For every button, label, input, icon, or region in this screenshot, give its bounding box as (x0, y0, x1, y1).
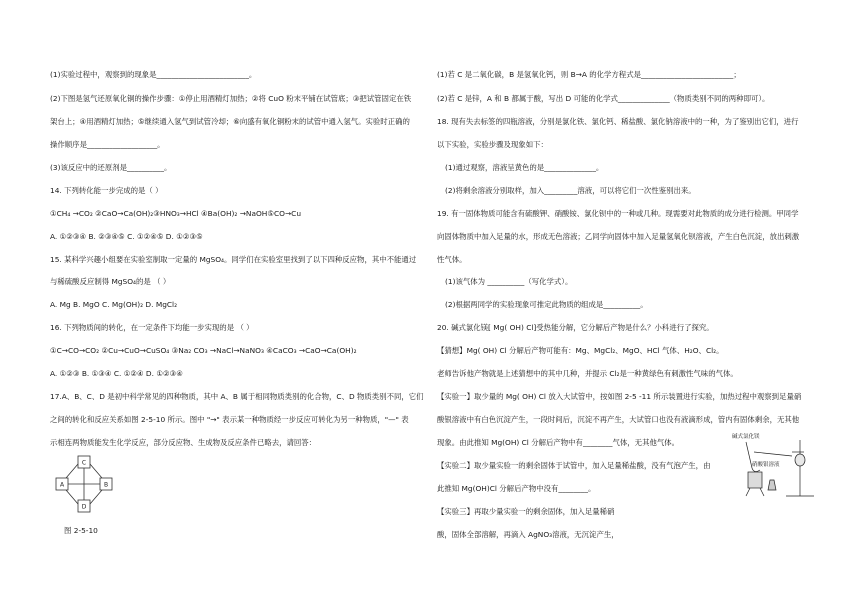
text-line: 【实验一】取少量的 Mg( OH) Cl 放入大试管中，按如图 2-5 -11 所示装置进行实验，加热过程中观察到足量硝 (437, 392, 802, 401)
text-line: 向固体物质中加入足量的水，形成无色溶液；乙同学向固体中加入足量氢氧化钡溶液，产生白色沉淀，放出刺激 (437, 232, 800, 241)
apparatus-label-sample: 碱式氯化镁 (732, 434, 760, 440)
text-line: 老师告诉他产物就是上述猜想中的其中几种，并提示 Cl₂是一种黄绿色有刺激性气味的气体。 (437, 369, 738, 378)
question-14: 14. 下列转化能一步完成的是（ ） (50, 186, 163, 195)
question-15: 15. 某科学兴趣小组要在实验室制取一定量的 MgSO₄。同学们在实验室里找到了以下四种反应物，其中不能通过 (50, 255, 417, 264)
text-line: 【实验二】取少量实验一的剩余固体于试管中，加入足量稀盐酸，没有气泡产生，由 (437, 461, 711, 470)
text-line: (1)实验过程中，观察到的现象是_________________________。 (50, 70, 257, 79)
text-line: 操作顺序是___________________。 (50, 140, 165, 149)
question-16: 16. 下列物质间的转化，在一定条件下均能一步实现的是 （ ） (50, 323, 254, 332)
text-line: (1)该气体为 __________（写化学式）。 (445, 277, 573, 286)
text-line: 性气体。 (437, 255, 467, 264)
text-line: 之间的转化和反应关系如图 2-5-10 所示。图中 "→" 表示某一种物质经一步反应可转化为另一种物质，"—" 表 (50, 415, 409, 424)
question-17: 17.A、B、C、D 是初中科学常见的四种物质，其中 A、B 属于相同物质类别的化合物，C、D 物质类别不同，它们 (50, 392, 424, 401)
text-line: 【猜想】Mg( OH) Cl 分解后产物可能有：Mg、MgCl₂、MgO、HCl 气体、H₂O、Cl₂。 (437, 346, 724, 355)
label-b: B (103, 481, 109, 489)
text-line: 酸银溶液中有白色沉淀产生，一段时间后，沉淀不再产生，大试管口也没有液滴形成，管内有固体剩余，无其他 (437, 415, 800, 424)
text-line: 以下实验，实验步骤及现象如下： (437, 140, 548, 149)
question-19: 19. 有一固体物质可能含有硫酸钾、硝酸铵、氯化钡中的一种或几种。现需要对此物质的成分进行检测。甲同学 (437, 209, 799, 218)
text-line: 架台上；④用酒精灯加热；⑤继续通入氢气到试管冷却；⑥向盛有氧化铜粉末的试管中通入氢气。实验时正确的 (50, 117, 410, 126)
text-line: (2)若 C 是锌，A 和 B 都属于酸，写出 D 可能的化学式______________（物质类别不同的两种即可）。 (437, 94, 770, 103)
experiment-apparatus (730, 430, 816, 500)
figure-caption: 图 2-5-10 (64, 526, 98, 535)
text-line: (3)该反应中的还原剂是__________。 (50, 163, 172, 172)
text-line: ①C→CO→CO₂ ②Cu→CuO→CuSO₄ ③Na₂ CO₃ →NaCl→NaNO₃ ④CaCO₃ →CaO→Ca(OH)₂ (50, 346, 357, 355)
text-line: (2)将剩余溶液分别取样，加入_________溶液，可以将它们一次性鉴别出来。 (445, 186, 696, 195)
text-line: (1)若 C 是二氧化碳，B 是氢氧化钙，则 B→A 的化学方程式是_________________________； (437, 70, 741, 79)
label-a: A (59, 481, 65, 489)
text-line: ①CH₄ →CO₂ ②CaO→Ca(OH)₂③HNO₃→HCl ④Ba(OH)₂ →NaOH⑤CO→Cu (50, 209, 302, 218)
text-line: 现象。由此推知 Mg(OH) Cl 分解后产物中有________气体，无其他气体。 (437, 438, 680, 447)
text-line: 示相连两物质能发生化学反应，部分反应物、生成物及反应条件已略去，请回答： (50, 438, 317, 447)
text-line: (1)通过观察，溶液呈黄色的是______________。 (445, 163, 604, 172)
answer-options: A. Mg B. MgO C. Mg(OH)₂ D. MgCl₂ (50, 300, 178, 309)
relation-diagram (54, 454, 114, 516)
label-c: C (81, 459, 87, 467)
text-line: 酸，固体全部溶解，再滴入 AgNO₃溶液，无沉淀产生， (437, 530, 619, 539)
question-20: 20. 碱式氯化镁[ Mg( OH) Cl]受热能分解，它分解后产物是什么？小科进行了探究。 (437, 323, 714, 332)
text-line: (2)下图是氢气还原氧化铜的操作步骤：①停止用酒精灯加热；②将 CuO 粉末平铺在试管底；③把试管固定在铁 (50, 94, 412, 103)
text-line: 与稀硫酸反应制得 MgSO₄的是 （ ） (50, 277, 171, 286)
text-line: (2)根据两同学的实验现象可推定此物质的组成是__________。 (445, 300, 648, 309)
apparatus-label-solution: 硝酸银溶液 (752, 462, 780, 468)
answer-options: A. ①②③④ B. ②③④⑤ C. ①②④⑤ D. ①②③⑤ (50, 232, 203, 241)
answer-options: A. ①②③ B. ①③④ C. ①②④ D. ①②③④ (50, 369, 183, 378)
text-line: 【实验三】再取少量实验一的剩余固体，加入足量稀硝 (437, 507, 615, 516)
label-d: D (81, 503, 87, 511)
question-18: 18. 现有失去标签的四瓶溶液，分别是氯化铁、氯化钙、稀盐酸、氯化钠溶液中的一种，为了鉴别出它们，进行 (437, 117, 799, 126)
text-line: 此推知 Mg(OH)Cl 分解后产物中没有________。 (437, 484, 596, 493)
